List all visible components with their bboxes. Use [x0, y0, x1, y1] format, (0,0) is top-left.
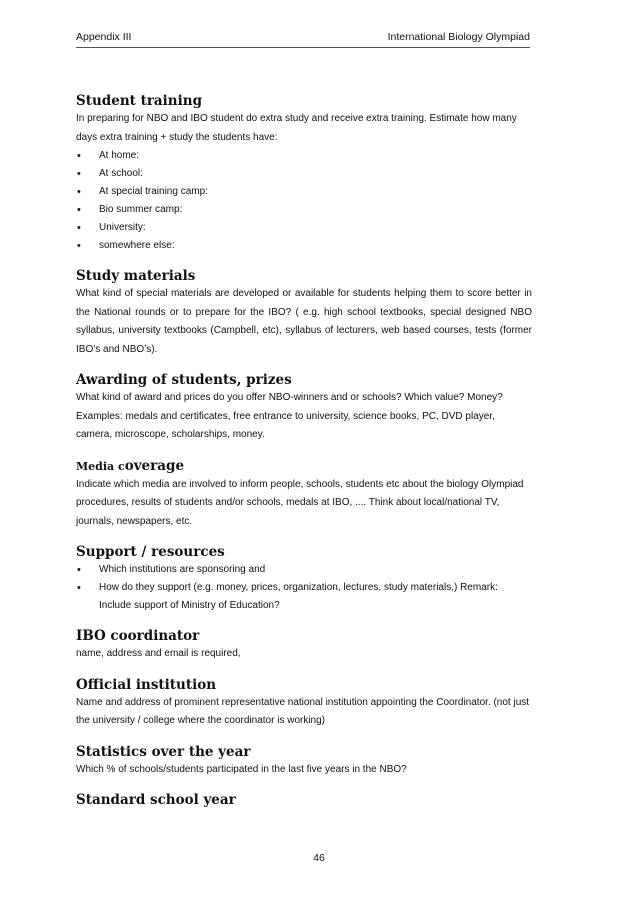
header-left: Appendix III [76, 31, 132, 43]
section-school-year [76, 791, 532, 809]
section-awards [76, 371, 532, 445]
section-title: Statistics over the year [76, 743, 251, 760]
section-title: IBO coordinator [76, 628, 200, 644]
section-student-training [76, 92, 532, 255]
section-title: Official institution [76, 676, 217, 693]
section-text: Which % of schools/students participated in the last five years in the NBO? [76, 763, 407, 775]
page-header [76, 29, 530, 48]
section-statistics [76, 743, 532, 780]
list-item: • At home: [76, 147, 532, 165]
page-number: 46 [313, 852, 325, 864]
section-title [76, 457, 532, 476]
section-title-rest: overage [124, 457, 185, 474]
list-item: • At school: [76, 165, 532, 183]
page-content [76, 92, 532, 821]
section-text: Indicate which media are involved to inform people, schools, students etc about the biology Olympiad procedures, results of students and/or schools, medals at IBO, .... Think about local/national TV, journals, newspapers, etc. [76, 478, 524, 527]
section-title: Study materials [76, 268, 196, 284]
section-text: In preparing for NBO and IBO student do extra study and receive extra training. Estimate how many days extra training + study the students have: [76, 113, 517, 143]
section-support [76, 543, 532, 615]
list-item: • Bio summer camp: [76, 201, 532, 219]
section-text: name, address and email is required, [76, 648, 241, 659]
section-ibo-coordinator [76, 627, 532, 664]
bullet-list [76, 147, 532, 255]
section-official-institution [76, 676, 532, 731]
section-title: Student training [76, 93, 203, 109]
section-text: Name and address of prominent representative national institution appointing the Coordinator. (not just the university / college where the coordinator is working) [76, 696, 530, 726]
section-title: Standard school year [76, 792, 236, 808]
section-study-materials [76, 267, 532, 359]
list-item: • University: [76, 219, 532, 237]
list-item: • Which institutions are sponsoring and [76, 561, 532, 579]
section-title-small: Media c [76, 459, 125, 473]
section-title: Support / resources [76, 544, 225, 560]
section-text: What kind of award and prices do you offer NBO-winners and or schools? Which value? Money? Examples: medals and certificates, free entrance to university, science books, PC, DVD player, camera, microscope, scholarships, money. [76, 392, 503, 440]
header-right: International Biology Olympiad [387, 31, 530, 43]
bullet-list [76, 561, 532, 615]
section-media-coverage [76, 457, 532, 532]
list-item: • How do they support (e.g. money, prices, organization, lectures, study materials,) Remark: Include support of Ministry of Education? [76, 579, 532, 615]
list-item: • At special training camp: [76, 183, 532, 201]
list-item: • somewhere else: [76, 237, 532, 255]
section-title: Awarding of students, prizes [76, 372, 292, 388]
section-text: What kind of special materials are developed or available for students helping them to score better in the National rounds or to prepare for the IBO? ( e.g. high school textbooks, special designed NBO syllabus, university textbooks (Campbell, etc), syllabus of lecturers, web based courses, tests (former IBO’s and NBO’s). [76, 288, 532, 355]
